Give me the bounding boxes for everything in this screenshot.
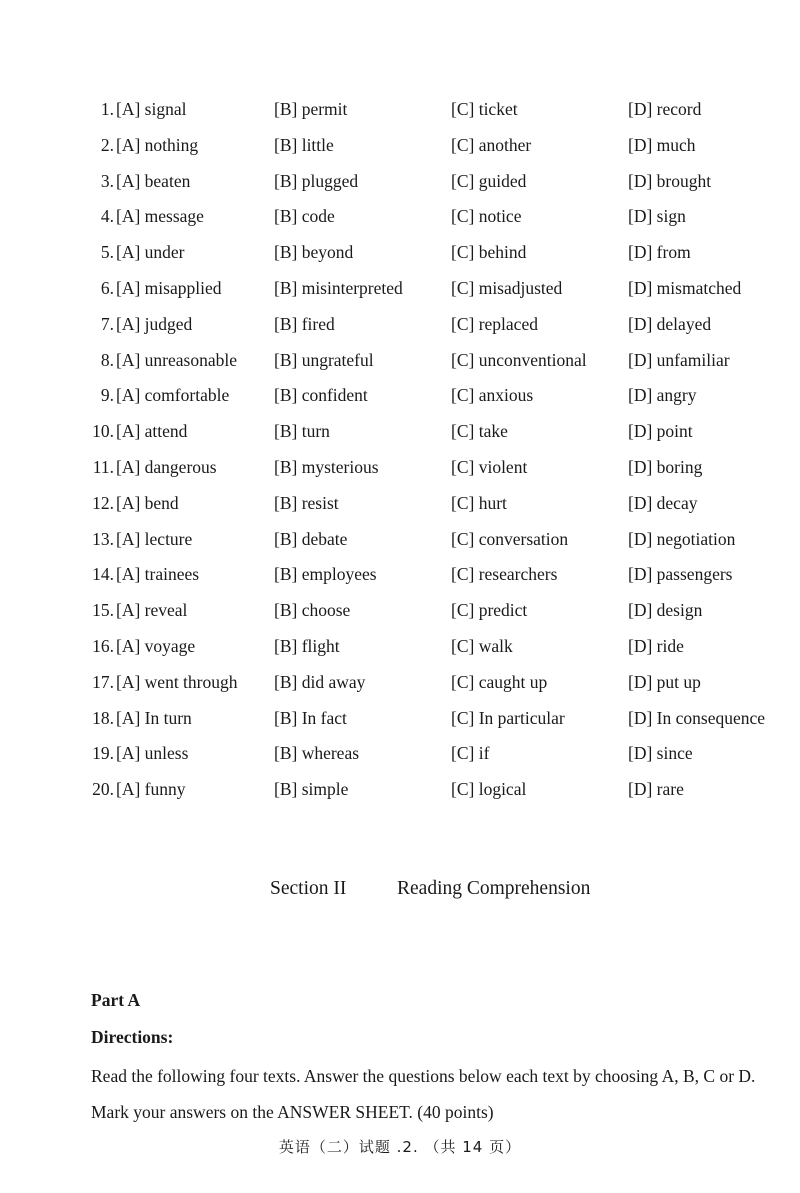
option-c: [C] In particular <box>451 707 565 728</box>
option-c: [C] behind <box>451 242 527 263</box>
question-row <box>0 772 800 808</box>
option-b: [B] plugged <box>274 170 359 191</box>
option-d: [D] rare <box>628 779 684 800</box>
question-row <box>0 235 800 271</box>
question-row <box>0 271 800 307</box>
option-a: [A] lecture <box>116 528 193 549</box>
option-c: [C] misadjusted <box>451 277 563 298</box>
option-c: [C] take <box>451 421 508 442</box>
question-number: 7. <box>100 313 114 334</box>
option-c: [C] conversation <box>451 528 569 549</box>
option-a: [A] In turn <box>116 707 192 728</box>
option-c: [C] predict <box>451 600 528 621</box>
question-number: 13. <box>92 528 114 549</box>
option-d: [D] boring <box>628 456 703 477</box>
option-c: [C] researchers <box>451 564 558 585</box>
question-row <box>0 92 800 128</box>
section-name: Reading Comprehension <box>397 878 591 899</box>
question-number: 3. <box>100 170 114 191</box>
option-d: [D] point <box>628 421 693 442</box>
option-b: [B] simple <box>274 779 349 800</box>
option-d: [D] since <box>628 743 693 764</box>
option-a: [A] reveal <box>116 600 188 621</box>
question-number: 18. <box>92 707 114 728</box>
option-d: [D] decay <box>628 492 698 513</box>
question-number: 15. <box>92 600 114 621</box>
question-number: 8. <box>100 349 114 370</box>
option-b: [B] little <box>274 134 334 155</box>
question-number: 10. <box>92 421 114 442</box>
option-c: [C] notice <box>451 206 522 227</box>
question-number: 4. <box>100 206 114 227</box>
option-a: [A] beaten <box>116 170 191 191</box>
option-d: [D] mismatched <box>628 277 742 298</box>
question-row <box>0 557 800 593</box>
option-b: [B] code <box>274 206 335 227</box>
question-number: 14. <box>92 564 114 585</box>
question-number: 9. <box>100 385 114 406</box>
option-c: [C] violent <box>451 456 528 477</box>
option-a: [A] comfortable <box>116 385 230 406</box>
option-b: [B] did away <box>274 671 366 692</box>
option-c: [C] if <box>451 743 490 764</box>
question-number: 17. <box>92 671 114 692</box>
question-number: 11. <box>92 456 114 477</box>
section-number: Section II <box>270 878 347 899</box>
option-a: [A] misapplied <box>116 277 222 298</box>
option-b: [B] In fact <box>274 707 347 728</box>
option-b: [B] employees <box>274 564 377 585</box>
option-a: [A] funny <box>116 779 186 800</box>
option-d: [D] ride <box>628 635 684 656</box>
option-d: [D] record <box>628 99 702 119</box>
part-title: Part A <box>91 990 141 1010</box>
directions-label: Directions: <box>91 1027 174 1047</box>
question-row <box>0 665 800 701</box>
question-number: 16. <box>92 635 114 656</box>
option-c: [C] walk <box>451 635 513 656</box>
question-row <box>0 522 800 558</box>
option-a: [A] under <box>116 242 185 263</box>
option-c: [C] replaced <box>451 313 538 334</box>
option-a: [A] went through <box>116 671 238 692</box>
question-number: 2. <box>100 134 114 155</box>
question-row <box>0 164 800 200</box>
question-row <box>0 378 800 414</box>
option-b: [B] permit <box>274 99 348 119</box>
option-d: [D] much <box>628 134 696 155</box>
option-d: [D] put up <box>628 671 701 692</box>
question-row <box>0 307 800 343</box>
directions-text: Read the following four texts. Answer the questions below each text by choosing A, B, C or D. Mark your answers on the ANSWER SHEET. (40 points) <box>91 1066 756 1122</box>
option-b: [B] resist <box>274 492 339 513</box>
option-c: [C] guided <box>451 170 527 191</box>
question-number: 20. <box>92 779 114 800</box>
option-b: [B] beyond <box>274 242 354 263</box>
option-b: [B] debate <box>274 528 348 549</box>
option-c: [C] unconventional <box>451 349 587 370</box>
option-a: [A] unreasonable <box>116 349 237 370</box>
cloze-options-list <box>0 92 800 808</box>
option-b: [B] flight <box>274 635 340 656</box>
question-row <box>0 450 800 486</box>
question-row <box>0 593 800 629</box>
question-row <box>0 486 800 522</box>
question-row <box>0 199 800 235</box>
option-b: [B] misinterpreted <box>274 277 403 298</box>
option-d: [D] sign <box>628 206 686 227</box>
question-number: 19. <box>92 743 114 764</box>
option-c: [C] logical <box>451 779 527 800</box>
option-d: [D] negotiation <box>628 528 736 549</box>
option-c: [C] anxious <box>451 385 534 406</box>
question-number: 1. <box>100 99 114 119</box>
option-b: [B] fired <box>274 313 335 334</box>
option-d: [D] In consequence <box>628 707 766 728</box>
option-c: [C] caught up <box>451 671 548 692</box>
question-row <box>0 629 800 665</box>
option-d: [D] angry <box>628 385 697 406</box>
option-b: [B] ungrateful <box>274 349 374 370</box>
option-a: [A] voyage <box>116 635 196 656</box>
option-a: [A] nothing <box>116 134 199 155</box>
question-row <box>0 736 800 772</box>
option-a: [A] dangerous <box>116 456 217 477</box>
option-d: [D] from <box>628 242 691 263</box>
option-c: [C] ticket <box>451 99 518 119</box>
option-d: [D] delayed <box>628 313 712 334</box>
option-a: [A] attend <box>116 421 188 442</box>
question-number: 12. <box>92 492 114 513</box>
page-footer: 英语（二）试题 .2. （共 14 页） <box>278 1138 522 1156</box>
option-c: [C] another <box>451 134 532 155</box>
option-b: [B] choose <box>274 600 351 621</box>
option-d: [D] passengers <box>628 564 733 585</box>
option-d: [D] brought <box>628 170 712 191</box>
option-b: [B] turn <box>274 421 330 442</box>
option-b: [B] whereas <box>274 743 360 764</box>
question-number: 6. <box>100 277 114 298</box>
option-c: [C] hurt <box>451 492 507 513</box>
question-row <box>0 343 800 379</box>
option-d: [D] design <box>628 600 703 621</box>
option-a: [A] trainees <box>116 564 200 585</box>
option-a: [A] signal <box>116 99 187 119</box>
question-number: 5. <box>100 242 114 263</box>
option-b: [B] mysterious <box>274 456 379 477</box>
question-row <box>0 414 800 450</box>
question-row <box>0 128 800 164</box>
question-row <box>0 701 800 737</box>
option-a: [A] message <box>116 206 204 227</box>
option-a: [A] unless <box>116 743 189 764</box>
option-a: [A] judged <box>116 313 193 334</box>
option-a: [A] bend <box>116 492 179 513</box>
option-d: [D] unfamiliar <box>628 349 730 370</box>
option-b: [B] confident <box>274 385 368 406</box>
